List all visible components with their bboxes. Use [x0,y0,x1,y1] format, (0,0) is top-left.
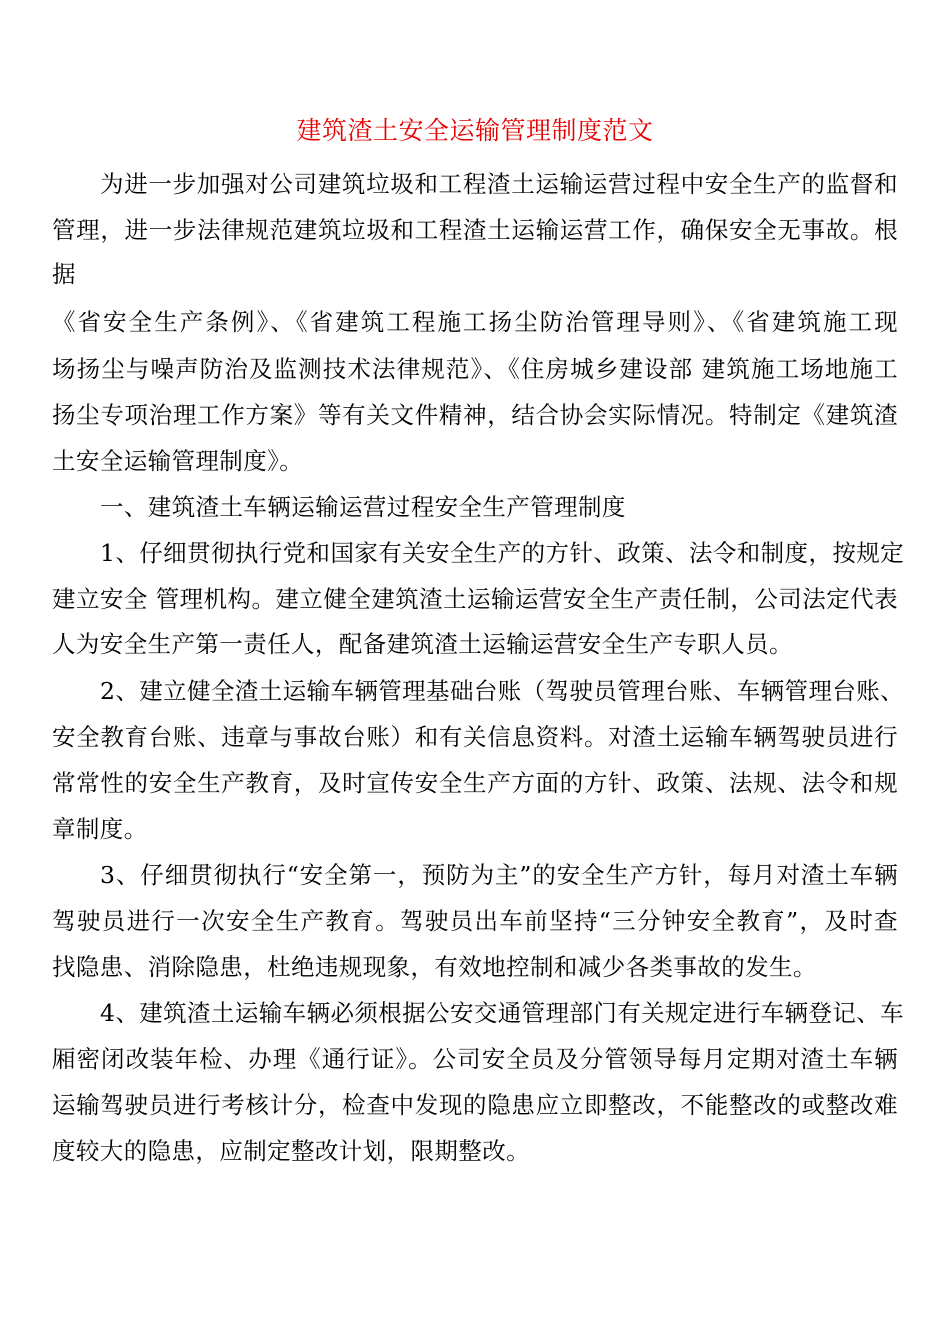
text-line: 场扬尘与噪声防治及监测技术法律规范》、《住房城乡建设部 建筑施工场地施工 [52,355,898,383]
text-line: 度较大的隐患，应制定整改计划，限期整改。 [52,1137,530,1165]
text-line: 《省安全生产条例》、《省建筑工程施工扬尘防治管理导则》、《省建筑施工现 [52,308,898,336]
text-line: 人为安全生产第一责任人，配备建筑渣土运输运营安全生产专职人员。 [52,630,793,658]
text-line: 驾驶员进行一次安全生产教育。驾驶员出车前坚持“三分钟安全教育”，及时查 [52,907,898,935]
text-line: 为进一步加强对公司建筑垃圾和工程渣土运输运营过程中安全生产的监督和 [100,170,898,198]
text-line: 3、仔细贯彻执行“安全第一，预防为主”的安全生产方针，每月对渣土车辆 [100,861,898,889]
text-line: 安全教育台账、违章与事故台账）和有关信息资料。对渣土运输车辆驾驶员进行 [52,723,898,751]
text-line: 厢密闭改装年检、办理《通行证》。公司安全员及分管领导每月定期对渣土车辆 [52,1045,898,1073]
text-line: 建立安全 管理机构。建立健全建筑渣土运输运营安全生产责任制，公司法定代表 [52,585,898,613]
section-heading: 一、建筑渣土车辆运输运营过程安全生产管理制度 [100,493,626,521]
text-line: 2、建立健全渣土运输车辆管理基础台账（驾驶员管理台账、车辆管理台账、 [100,677,905,705]
text-line: 章制度。 [52,815,148,843]
text-line: 常常性的安全生产教育，及时宣传安全生产方面的方针、政策、法规、法令和规 [52,769,898,797]
text-line: 找隐患、消除隐患，杜绝违规现象，有效地控制和减少各类事故的发生。 [52,953,817,981]
text-line: 管理，进一步法律规范建筑垃圾和工程渣土运输运营工作，确保安全无事故。根 [52,216,898,244]
text-line: 1、仔细贯彻执行党和国家有关安全生产的方针、政策、法令和制度，按规定 [100,539,905,567]
text-line: 土安全运输管理制度》。 [52,447,304,475]
text-line: 据 [52,260,76,288]
text-line: 4、建筑渣土运输车辆必须根据公安交通管理部门有关规定进行车辆登记、车 [100,999,905,1027]
text-line: 扬尘专项治理工作方案》等有关文件精神，结合协会实际情况。特制定《建筑渣 [52,401,898,429]
document-title: 建筑渣土安全运输管理制度范文 [296,116,654,145]
text-line: 运输驾驶员进行考核计分，检查中发现的隐患应立即整改，不能整改的或整改难 [52,1091,898,1119]
